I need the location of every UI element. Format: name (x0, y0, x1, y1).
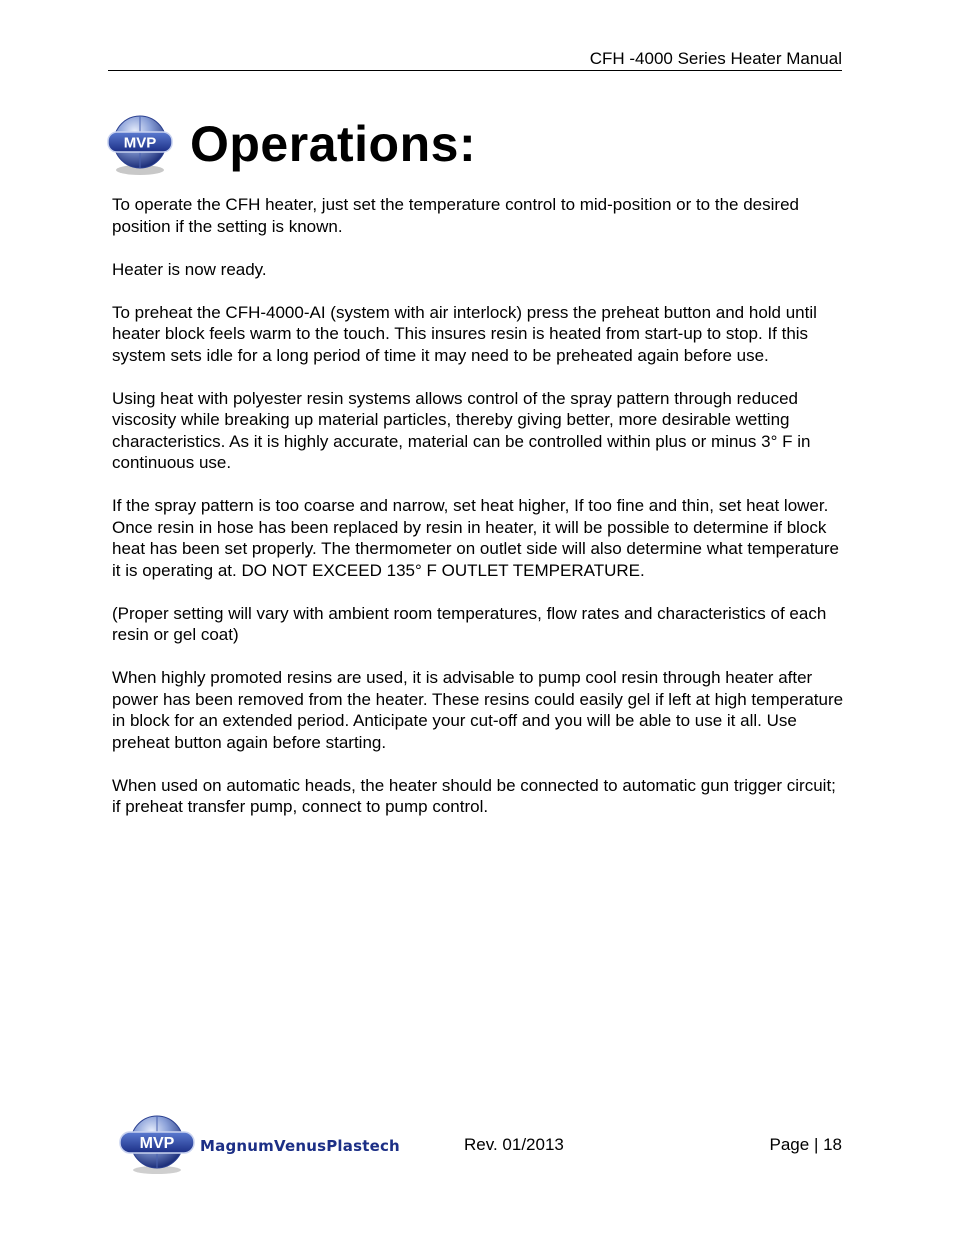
paragraph-automatic-heads: When used on automatic heads, the heater should be connected to automatic gun trigger circuit; if preheat transfer pump, connect to pump control. (112, 775, 836, 816)
paragraph-preheat: To preheat the CFH-4000-AI (system with air interlock) press the preheat button and hold until heater block feels warm to the touch. This insures resin is heated from start-up to stop. If this system sets idle for a long period of time it may need to be preheated again before use. (112, 302, 817, 365)
document-header-title: CFH -4000 Series Heater Manual (589, 49, 842, 68)
page-number: Page | 18 (769, 1135, 842, 1154)
title-row (104, 108, 476, 180)
paragraph-ready: Heater is now ready. (112, 259, 267, 279)
paragraph-operate: To operate the CFH heater, just set the temperature control to mid-position or to the desired position if the setting is known. (112, 195, 799, 236)
mvp-globe-logo (104, 108, 176, 180)
svg-text:MVP: MVP (139, 1135, 175, 1152)
page-title: Operations: (190, 116, 477, 172)
paragraph-promoted-resins: When highly promoted resins are used, it is advisable to pump cool resin through heater after power has been removed from the heater. These resins could easily gel if left at high temperature in block for an extended period. Anticipate your cut-off and you will be able to use it all. Use preheat button again before starting. (112, 668, 844, 752)
body-text (112, 194, 847, 839)
svg-text:MVP: MVP (123, 134, 157, 152)
revision-date: Rev. 01/2013 (464, 1135, 564, 1154)
mvp-footer-logo (118, 1110, 196, 1176)
paragraph-polyester: Using heat with polyester resin systems allows control of the spray pattern through reduced viscosity while breaking up material particles, thereby giving better, more desirable wetting characteristics. As it is highly accurate, material can be controlled within plus or minus 3° F in continuous use. (112, 388, 811, 472)
header-divider (108, 70, 842, 71)
page-footer (112, 1110, 842, 1180)
company-name: MagnumVenusPlastech (200, 1137, 400, 1155)
paragraph-spray-pattern: If the spray pattern is too coarse and narrow, set heat higher, If too fine and thin, set heat lower. Once resin in hose has been replaced by resin in heater, it will be possible to determine if block heat has been set properly. The thermometer on outlet side will also determine what temperature it is operating at. DO NOT EXCEED 135° F OUTLET TEMPERATURE. (112, 496, 839, 580)
paragraph-proper-setting: (Proper setting will vary with ambient room temperatures, flow rates and characteristics of each resin or gel coat) (112, 603, 827, 644)
